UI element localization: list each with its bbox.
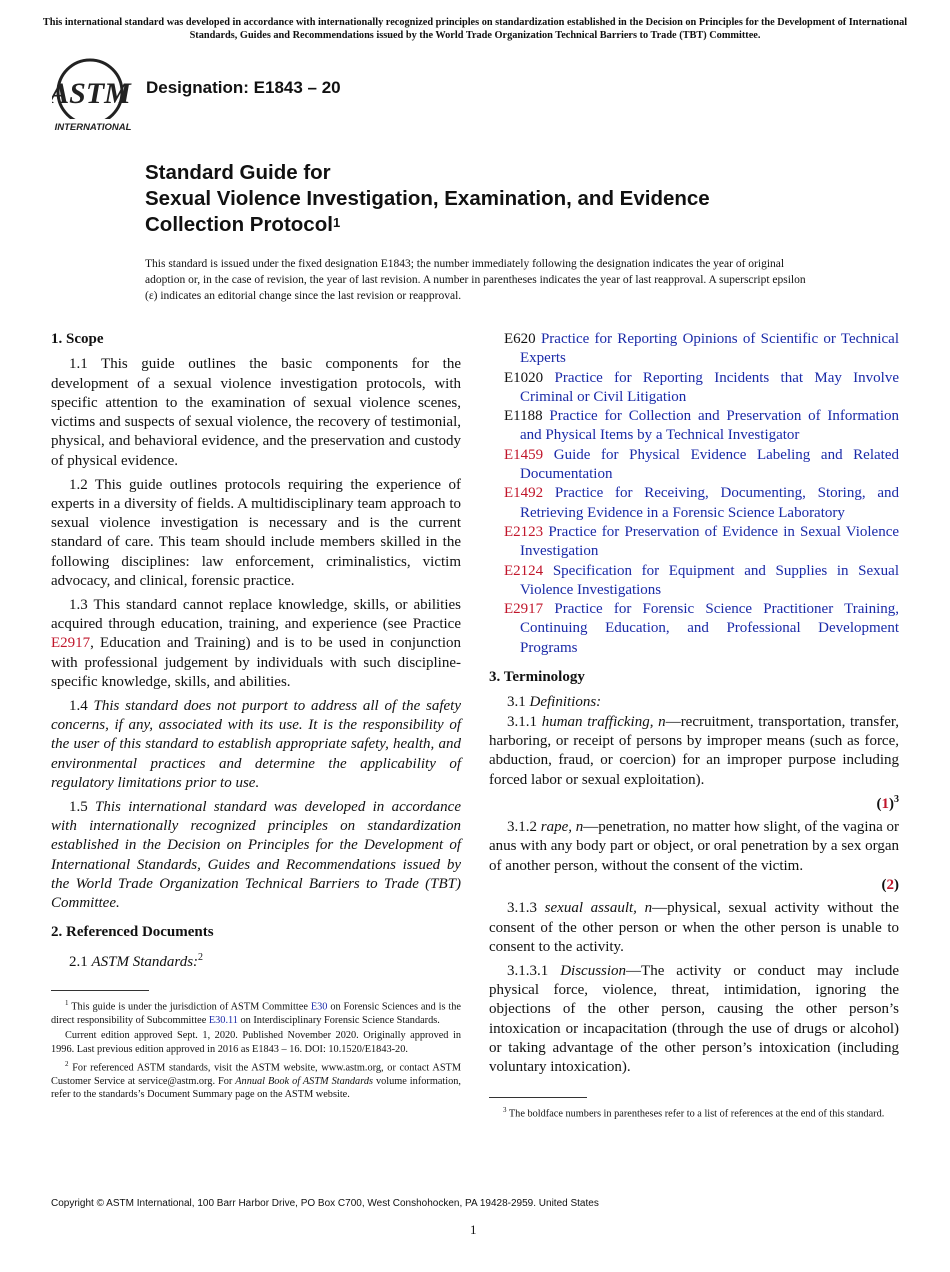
title-line-3: Collection Protocol$^1$	[145, 213, 341, 236]
definition-rape: 3.1.2 rape, n—penetration, no matter how slight, of the vagina or anus with any body part or object, or oral penetration by a sex organ of another person, without the consent of the victim.	[489, 819, 900, 874]
ref-item: E1459 Guide for Physical Evidence Labeling and Related Documentation	[504, 446, 899, 483]
footnote-divider-right	[489, 1097, 587, 1098]
section-1-heading: 1. Scope	[51, 331, 104, 347]
footnote-divider	[51, 990, 149, 991]
ref-item: E2917 Practice for Forensic Science Practitioner Training, Continuing Education, and Professional Development Programs	[504, 601, 900, 656]
title-footnote-mark[interactable]: 1	[332, 215, 341, 230]
section-2-heading: 2. Referenced Documents	[51, 923, 214, 940]
svg-text:ASTM: ASTM	[52, 77, 131, 110]
astm-logo-graphic	[52, 58, 134, 134]
footnote-1: $^1$ This guide is under the jurisdiction of ASTM Committee E30 on Forensic Sciences and is the direct responsibility of Subcommittee E30.11 on Interdisciplinary Forensic Science Standards.	[51, 999, 462, 1026]
right-column	[489, 330, 899, 1123]
para-1-3: 1.3 This standard cannot replace knowledge, skills, or abilities acquired through education, training, and experience (see Practice E2917, Education and Training) and is to be used in conjunction with professional judgement by individuals with such discipline-specific knowledge, skills, and abilities.	[51, 596, 461, 691]
para-1-2: 1.2 This guide outlines protocols requiring the experience of experts in a diversity of fields. A multidisciplinary team approach to sexual violence investigation is necessary and is the current standard of care. This team should include members skilled in the following disciplines: law enforcement, criminalistics, victim advocacy, and clinical, forensic practice.	[51, 476, 461, 590]
designation: Designation: E1843 – 20	[146, 78, 341, 97]
footnote-2: $^2$ For referenced ASTM standards, visit the ASTM website, www.astm.org, or contact ASTM Customer Service at service@astm.org. For Annual Book of ASTM Standards volume information, refer to the standards’s Document Summary page on the ASTM website.	[51, 1059, 462, 1100]
definition-human-trafficking: 3.1.1 human trafficking, n—recruitment, transportation, transfer, harboring, or receipt of persons by improper means (such as force, abduction, fraud, or coercion) for an improper purpose including forced labor or sexual exploitation).	[489, 713, 899, 788]
footnote-1-edition: Current edition approved Sept. 1, 2020. Published November 2020. Originally approved in 1996. Last previous edition approved in 2016 as E1843 – 16. DOI: 10.1520/E1843-20.	[51, 1030, 461, 1055]
header-notice: This international standard was developed in accordance with internationally recognized principles on standardization established in the Decision on Principles for the Development of International Standards, Guides and Recommendations issued by the World Trade Organization Technical Barriers to Trade (TBT) Committee.	[42, 17, 908, 41]
issue-note: This standard is issued under the fixed designation E1843; the number immediately following the designation indicates the year of original adoption or, in the case of revision, the year of last revision. A number in parentheses indicates the year of last reapproval. A superscript epsilon (ε) indicates an editorial change since the last revision or reapproval.	[145, 258, 806, 302]
copyright-line: Copyright © ASTM International, 100 Barr Harbor Drive, PO Box C700, West Conshohocken, PA 19428-2959. United States	[51, 1198, 599, 1209]
citation-1: $(1)^3$	[876, 793, 899, 812]
left-column	[51, 330, 461, 1103]
ref-item: E2123 Practice for Preservation of Evidence in Sexual Violence Investigation	[504, 523, 900, 560]
ref-item: E2124 Specification for Equipment and Supplies in Sexual Violence Investigations	[504, 562, 899, 598]
definition-discussion: 3.1.3.1 Discussion—The activity or conduct may include physical force, violence, threat, intimidation, ignoring the objections of the other person, causing the other person’s intoxication or incapacitation (through the use of drugs or alcohol) or taking advantage of the other person’s intoxication (including voluntary intoxication).	[489, 962, 900, 1076]
para-2-1: 2.1 ASTM Standards:$^2$	[69, 951, 204, 970]
citation-2: (2)	[881, 877, 899, 894]
definition-sexual-assault: 3.1.3 sexual assault, n—physical, sexual activity without the consent of the other person or when the other person is unable to consent to the activity.	[489, 900, 899, 955]
title-line-1: Standard Guide for	[145, 161, 331, 184]
para-1-5: 1.5 This international standard was developed in accordance with internationally recognized principles on standardization established in the Decision on Principles for the Development of International Standards, Guides and Recommendations issued by the World Trade Organization Technical Barriers to Trade (TBT) Committee.	[51, 798, 461, 912]
ref-item: E1188 Practice for Collection and Preservation of Information and Physical Items by a Technical Investigator	[504, 408, 900, 444]
referenced-documents-list	[489, 330, 899, 658]
ref-link-e2917[interactable]: E2917	[51, 635, 91, 652]
committee-link-e30[interactable]: E30	[310, 1001, 328, 1013]
section-3-heading: 3. Terminology	[489, 669, 585, 686]
footnote-3: $^3$ The boldface numbers in parentheses refer to a list of references at the end of this standard.	[503, 1106, 885, 1120]
title-line-2: Sexual Violence Investigation, Examination, and Evidence	[145, 187, 710, 210]
astm-logo	[52, 58, 134, 134]
para-1-4: 1.4 This standard does not purport to address all of the safety concerns, if any, associated with its use. It is the responsibility of the user of this standard to establish appropriate safety, health, and environmental practices and determine the applicability of regulatory limitations prior to use.	[51, 697, 462, 792]
subcommittee-link-e30-11[interactable]: E30.11	[208, 1014, 238, 1026]
document-title	[145, 160, 845, 238]
ref-item: E1020 Practice for Reporting Incidents that May Involve Criminal or Civil Litigation	[504, 369, 900, 405]
ref-item: E620 Practice for Reporting Opinions of Scientific or Technical Experts	[504, 331, 899, 367]
para-3-1: 3.1 Definitions:	[507, 694, 602, 711]
ref-item: E1492 Practice for Receiving, Documenting, Storing, and Retrieving Evidence in a Forensic Science Laboratory	[504, 485, 899, 521]
svg-text:INTERNATIONAL: INTERNATIONAL	[54, 122, 132, 133]
page-number: 1	[470, 1222, 477, 1237]
para-1-1: 1.1 This guide outlines the basic components for the development of a sexual violence investigation protocols, with specific attention to the examination of sexual violence scenes, victims and suspects of sexual violence, the recovery of testimonial, physical, and behavioral evidence, and the preservation and custody of physical evidence.	[51, 356, 461, 469]
